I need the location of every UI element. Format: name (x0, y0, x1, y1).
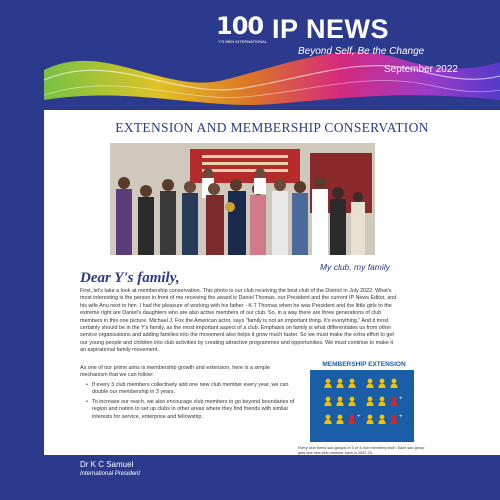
article-headline: EXTENSION AND MEMBERSHIP CONSERVATION (115, 120, 429, 135)
signatory-role: International President (80, 471, 141, 477)
list-item: • If every 3 club members collectively add one new club member every year, we can double our membership in 3 years. (86, 382, 296, 397)
centenary-logo (216, 12, 270, 48)
svg-text:+: + (399, 414, 403, 420)
bottom-navy-band (0, 455, 500, 500)
logo-subtext: Y'S MEN INTERNATIONAL (218, 39, 267, 44)
group-photo-illustration (110, 143, 375, 255)
letter-paragraph-1: First, let's take a look at membership conservation. This photo is our club receiving the best club of the District in July 2022. What's most interesting is the person in front of me receiving the award is Daniel Thomas, our President and the current IP News Editor, and his wife Anu next to him. I had the pleasure of working with his father - K.T Thomas when he was President and the little girls to the extreme right are Daniel's daughters who are also active members of our club. So, in a way there are three generations of club members in this one picture. Michael J. Fox the American actor, says "family is not an important thing. It's everything." And it most certainly should be in the Y's family, as the most important aspect of a club. Emphasis on family is what differentiates us from other service organisations and adding families into the movement also helps it grow much faster. So we must make the extra effort to get our young people and children into club activities by creating attractive programmes and opportunities. We must continue to make it an aspirational family movement. (80, 288, 397, 354)
newsletter-tagline: Beyond Self, Be the Change (298, 46, 425, 57)
masthead (44, 0, 500, 110)
svg-text:+: + (399, 396, 403, 402)
signatory-name: Dr K C Samuel (80, 460, 134, 469)
left-navy-band (0, 0, 44, 500)
growth-mechanism-list (86, 382, 296, 423)
letter-salutation: Dear Y's family, (80, 270, 180, 286)
issue-date: September 2022 (384, 64, 458, 75)
membership-extension-diagram (310, 370, 414, 442)
logo-number: 100 (216, 12, 264, 40)
member-icons-graphic (310, 370, 414, 442)
svg-text:+: + (357, 414, 361, 420)
photo-caption: My club, my family (320, 262, 390, 272)
letter-paragraph-2: As one of our prime aims is membership growth and extension, here is a simple mechanism that we can follow: (80, 365, 270, 379)
extension-diagram-note: Every club forms sub-groups of 3 or 4 club members each. Each sub-group gets one new club member each in 2022-23. (298, 446, 425, 455)
group-photo (110, 143, 375, 255)
extension-diagram-title: MEMBERSHIP EXTENSION (322, 361, 406, 368)
list-item: • To increase our reach, we also encourage club members to go beyond boundaries of region and nation to set up clubs in other areas where they find friends with similar interests for service, enterprise and fellowship. (86, 399, 296, 421)
newsletter-title: IP NEWS (272, 14, 390, 44)
